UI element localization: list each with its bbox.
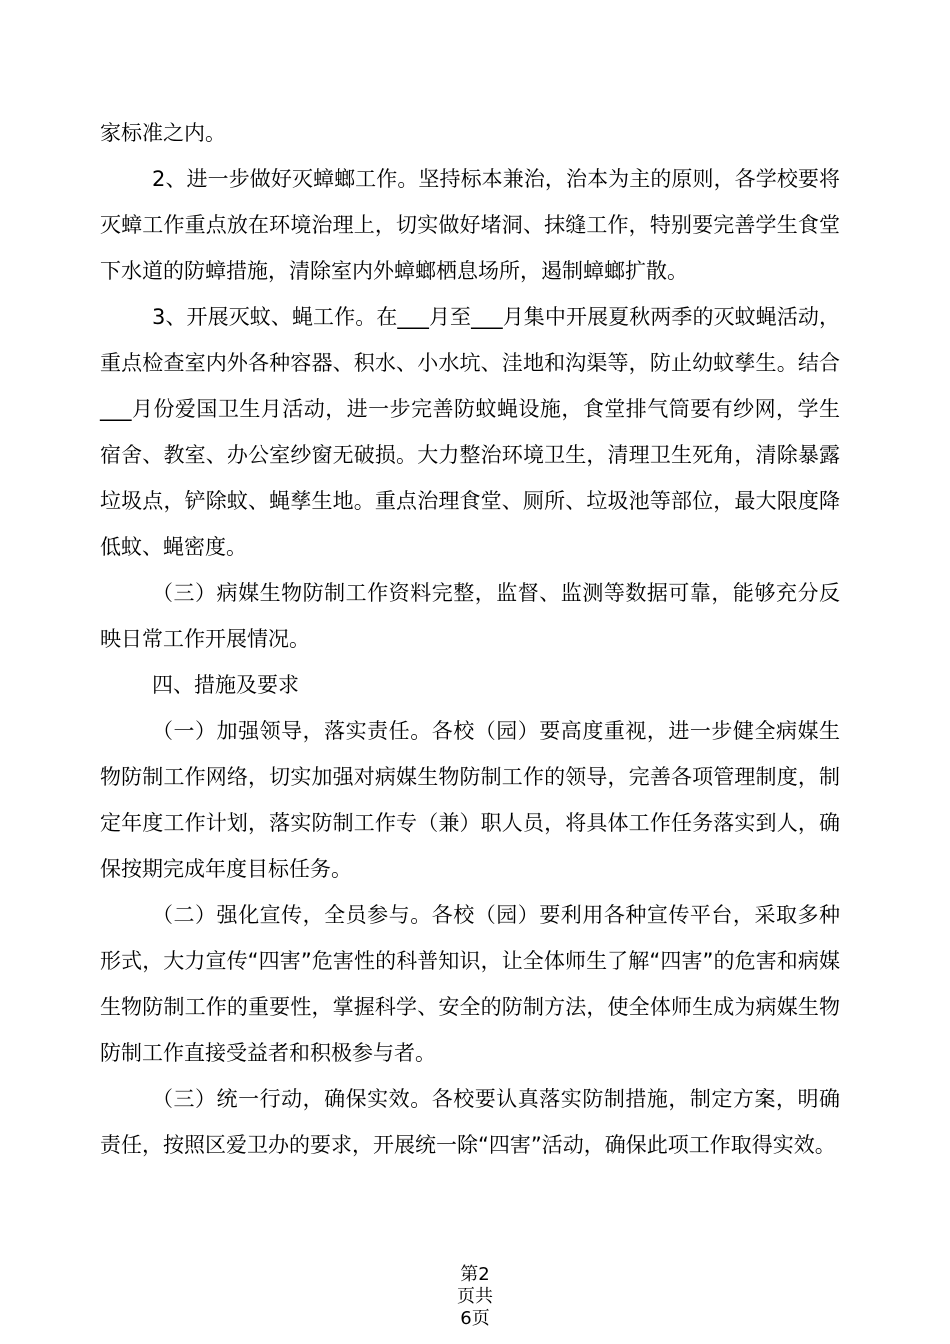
paragraph-leadership: （一）加强领导，落实责任。各校（园）要高度重视，进一步健全病媒生物防制工作网络，切实加强对病媒生物防制工作的领导，完善各项管理制度，制定年度工作计划，落实防制工作专（兼）职人员，将具体工作任务落实到人，确保按期完成年度目标任务。: [100, 719, 840, 881]
paragraph-records-complete: （三）病媒生物防制工作资料完整，监督、监测等数据可靠，能够充分反映日常工作开展情况。: [100, 581, 840, 651]
page-number-footer: [0, 1264, 950, 1330]
paragraph-publicity: （二）强化宣传，全员参与。各校（园）要利用各种宣传平台，采取多种形式，大力宣传“四害”危害性的科普知识，让全体师生了解“四害”的危害和病媒生物防制工作的重要性，掌握科学、安全的防制方法，使全体师生成为病媒生物防制工作直接受益者和积极参与者。: [100, 903, 840, 1065]
paragraph-unified-action: （三）统一行动，确保实效。各校要认真落实防制措施，制定方案，明确责任，按照区爱卫办的要求，开展统一除“四害”活动，确保此项工作取得实效。: [100, 1087, 840, 1157]
page-number-line-2: 页共: [457, 1286, 493, 1307]
section-heading-measures: 四、措施及要求: [152, 673, 299, 697]
paragraph-mosquito-fly-control: 3、开展灭蚊、蝇工作。在___月至___月集中开展夏秋两季的灭蚊蝇活动，重点检查室内外各种容器、积水、小水坑、洼地和沟渠等，防止幼蚊孳生。结合___月份爱国卫生月活动，进一步完善防蚊蝇设施，食堂排气筒要有纱网，学生宿舍、教室、办公室纱窗无破损。大力整治环境卫生，清理卫生死角，清除暴露垃圾点，铲除蚊、蝇孳生地。重点治理食堂、厕所、垃圾池等部位，最大限度降低蚊、蝇密度。: [100, 305, 840, 559]
page-number-line-3: 6页: [460, 1308, 490, 1329]
page-number-line-1: 第2: [460, 1264, 490, 1285]
paragraph-cockroach-control: 2、进一步做好灭蟑螂工作。坚持标本兼治，治本为主的原则，各学校要将灭蟑工作重点放在环境治理上，切实做好堵洞、抹缝工作，特别要完善学生食堂下水道的防蟑措施，清除室内外蟑螂栖息场所，遏制蟑螂扩散。: [100, 167, 840, 283]
paragraph-continuation: 家标准之内。: [100, 121, 226, 145]
